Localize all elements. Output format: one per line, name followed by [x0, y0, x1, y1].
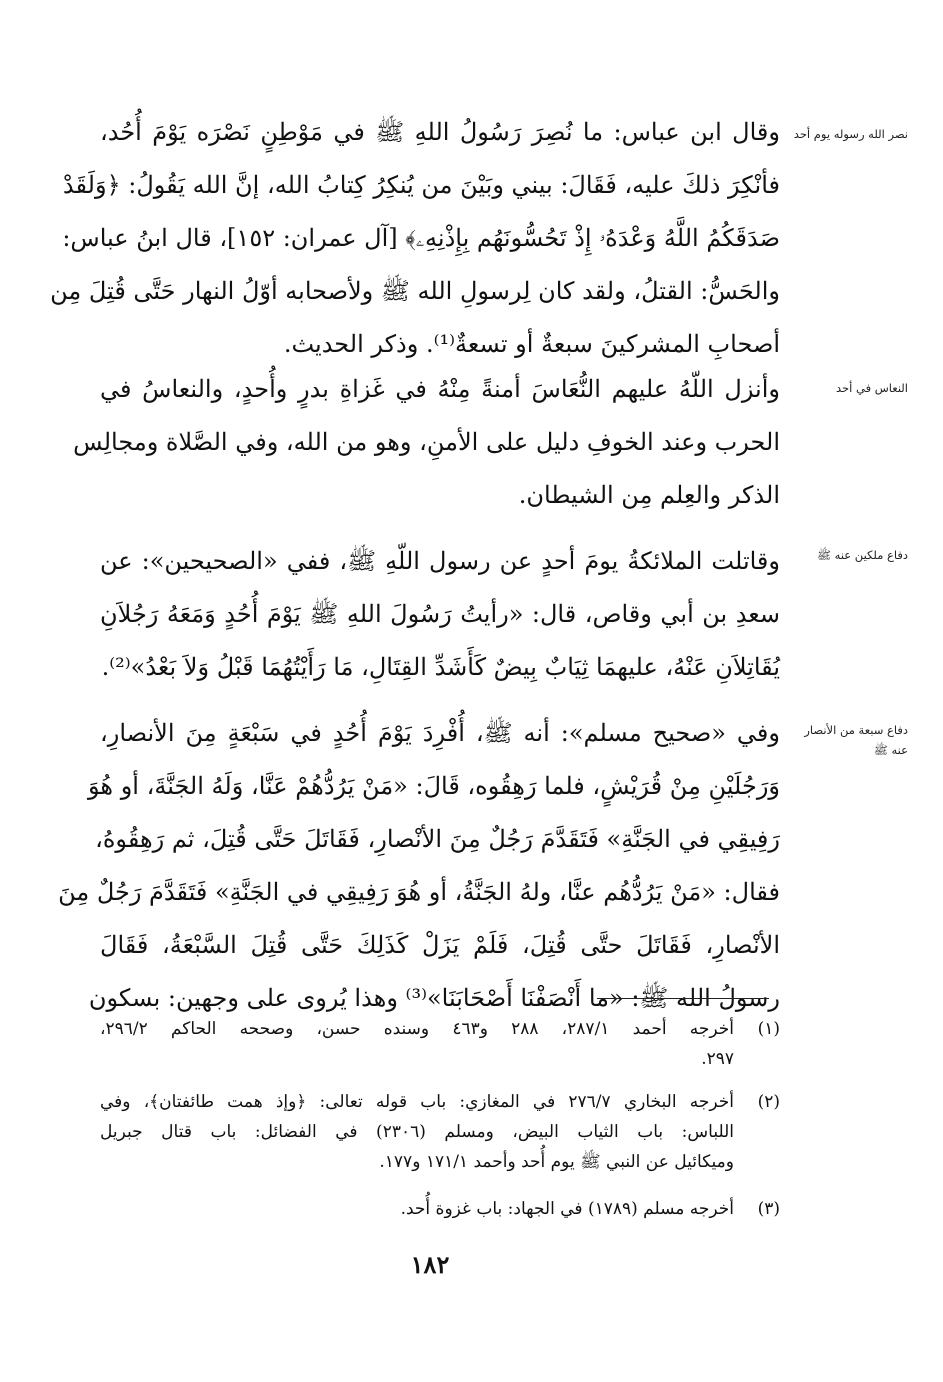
text-line: الذكر والعِلم مِن الشيطان.: [518, 481, 780, 509]
footnote-line: ٢٩٧.: [701, 1049, 734, 1069]
text-line: وقال ابن عباس: ما نُصِرَ رَسُولُ اللهِ ﷺ في مَوْطِنٍ نَصْرَه يَوْمَ أُحُد،: [100, 118, 780, 146]
text-line: وَرَجُلَيْنِ مِنْ قُرَيْشٍ، فلما رَهِقُوه، قَالَ: «مَنْ يَرُدُّهُمْ عَنَّا، وَلَهُ الجَنَّةَ، أو هُوَ: [88, 772, 780, 800]
text-line: رَفِيقِي في الجَنَّةِ» فَتَقَدَّمَ رَجُلٌ مِنَ الأنْصارِ، فَقَاتَلَ حَتَّى قُتِلَ، ثم رَهِقُوهُ،: [95, 825, 780, 853]
text-line: رسولُ الله ﷺ: «ما أَنْصَفْنَا أَصْحَابَنَا»⁽³⁾ وهذا يُروى على وجهين: بسكون: [88, 984, 780, 1012]
footnote: [100, 1087, 780, 1177]
text-line: الأنْصارِ، فَقَاتَلَ حتَّى قُتِلَ، فَلَمْ يَزَلْ كَذَلِكَ حَتَّى قُتِلَ السَّبْعَةُ، فَقَالَ: [100, 931, 780, 959]
margin-note: دفاع ملكين عنه ﷺ: [817, 548, 908, 562]
text-line: وفي «صحيح مسلم»: أنه ﷺ، أُفْرِدَ يَوْمَ أُحُدٍ في سَبْعَةٍ مِنَ الأنصارِ،: [100, 719, 780, 747]
footnote: [100, 1194, 780, 1224]
footnote-line: أخرجه البخاري ٢٧٦/٧ في المغازي: باب قوله تعالى: ﴿وإذ همت طائفتان﴾، وفي: [100, 1092, 734, 1112]
text-line: يُقَاتِلاَنِ عَنْهُ، عليهمَا ثِيَابٌ بِيضٌ كَأَشَدِّ القِتَالِ، مَا رَأَيْتُهُمَا قَبْلُ وَلاَ بَعْدُ»⁽²⁾.: [101, 653, 780, 681]
text-line: صَدَقَكُمُ اللَّهُ وَعْدَهُۥ إِذْ تَحُسُّونَهُم بِإِذْنِهِۦ﴾ [آل عمران: ١٥٢]، قال ابنُ عباس:: [62, 224, 780, 252]
margin-note: نصر الله رسوله يوم أحد: [793, 127, 908, 141]
footnote-line: أخرجه مسلم (١٧٨٩) في الجهاد: باب غزوة أُحد.: [400, 1199, 734, 1219]
text-line: الحرب وعند الخوفِ دليل على الأمنِ، وهو من الله، وفي الصَّلاة ومجالِس: [73, 428, 780, 456]
text-line: وقاتلت الملائكةُ يومَ أحدٍ عن رسول اللّهِ ﷺ، ففي «الصحيحين»: عن: [100, 547, 780, 575]
footnote-number: (٢): [757, 1092, 780, 1112]
margin-note: دفاع سبعة من الأنصار عنه ﷺ: [804, 723, 908, 757]
footnote-number: (١): [757, 1019, 780, 1039]
text-line: والحَسُّ: القتلُ، ولقد كان لِرسولِ الله ﷺ ولأصحابه أوّلُ النهار حَتَّى قُتِلَ مِن: [50, 277, 780, 305]
paragraph: [58, 707, 780, 1025]
page-number: ١٨٢: [410, 1250, 450, 1279]
footnote: [100, 1014, 780, 1074]
margin-note: النعاس في أحد: [836, 381, 908, 395]
footnote-number: (٣): [757, 1199, 780, 1219]
paragraph: [73, 363, 780, 522]
text-line: سعدِ بن أبي وقاص، قال: «رأيتُ رَسُولَ اللهِ ﷺ يَوْمَ أُحُدٍ وَمَعَهُ رَجُلاَنِ: [100, 600, 780, 628]
paragraph: [100, 535, 780, 694]
footnote-line: أخرجه أحمد ٢٨٧/١، ٢٨٨ و٤٦٣ وسنده حسن، وصححه الحاكم ٢٩٦/٢،: [100, 1019, 734, 1039]
footnote-line: وميكائيل عن النبي ﷺ يوم أُحد وأحمد ١٧١/١ و١٧٧.: [379, 1152, 734, 1172]
text-line: أصحابِ المشركينَ سبعةٌ أو تسعةٌ⁽¹⁾. وذكر الحديث.: [283, 330, 780, 358]
footnote-divider: [597, 998, 769, 999]
text-line: فأنْكِرَ ذلكَ عليه، فَقَالَ: بيني وبَيْنَ من يُنكِرُ كِتابُ الله، إنَّ الله يَقُولُ: ﴿وَلَقَدْ: [62, 171, 780, 199]
footnote-line: اللباس: باب الثياب البيض، ومسلم (٢٣٠٦) في الفضائل: باب قتال جبريل: [100, 1122, 734, 1142]
text-line: فقال: «مَنْ يَرُدُّهُم عنَّا، ولهُ الجَنَّةُ، أو هُوَ رَفِيقِي في الجَنَّةِ» فَتَقَدَّمَ رَجُلٌ مِنَ: [58, 878, 780, 906]
paragraph: [50, 106, 780, 371]
text-line: وأنزل اللّهُ عليهم النُّعَاسَ أمنةً مِنْهُ في غَزاةِ بدرٍ وأُحدٍ، والنعاسُ في: [100, 375, 780, 403]
